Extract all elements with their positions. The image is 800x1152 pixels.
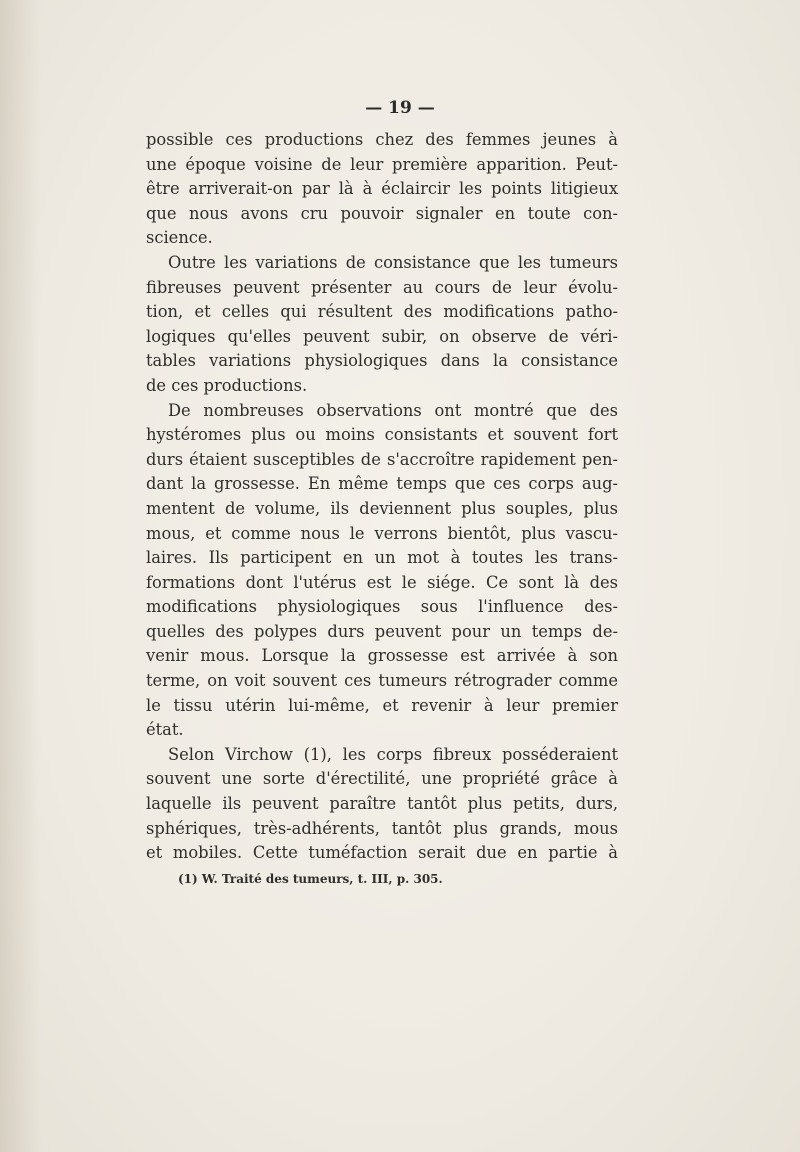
paragraph-start-line: Selon Virchow (1), les corps fibreux posséderaient — [168, 744, 618, 764]
text-line: que nous avons cru pouvoir signaler en toute con- — [146, 203, 618, 223]
text-line: durs étaient susceptibles de s'accroître rapidement pen- — [146, 449, 618, 469]
text-line: de ces productions. — [146, 375, 308, 395]
text-line: état. — [146, 720, 184, 740]
text-line: logiques qu'elles peuvent subir, on observe de véri- — [146, 326, 618, 346]
text-line: tables variations physiologiques dans la consistance — [146, 351, 618, 371]
text-line: venir mous. Lorsque la grossesse est arrivée à son — [146, 646, 618, 666]
paragraph-start-line: Outre les variations de consistance que les tumeurs — [168, 252, 618, 272]
footnote: (1) W. Traité des tumeurs, t. III, p. 305. — [178, 872, 443, 886]
text-line: formations dont l'utérus est le siége. Ce sont là des — [146, 572, 618, 592]
text-line: souvent une sorte d'érectilité, une propriété grâce à — [146, 769, 618, 789]
text-line: mentent de volume, ils deviennent plus souples, plus — [146, 498, 618, 518]
text-line: terme, on voit souvent ces tumeurs rétrograder comme — [146, 671, 618, 691]
text-line: sphériques, très-adhérents, tantôt plus grands, mous — [146, 818, 618, 838]
text-line: tion, et celles qui résultent des modifications patho- — [146, 302, 618, 322]
text-line: possible ces productions chez des femmes jeunes à — [146, 130, 618, 149]
text-line: laquelle ils peuvent paraître tantôt plus petits, durs, — [146, 794, 618, 814]
body-text — [146, 128, 618, 866]
page-number: — 19 — — [365, 98, 435, 118]
text-line: dant la grossesse. En même temps que ces corps aug- — [146, 474, 618, 494]
text-line: quelles des polypes durs peuvent pour un temps de- — [146, 621, 618, 641]
text-line: laires. Ils participent en un mot à toutes les trans- — [146, 548, 618, 568]
text-line: être arriverait-on par là à éclaircir les points litigieux — [146, 179, 618, 199]
text-line: fibreuses peuvent présenter au cours de leur évolu- — [146, 277, 618, 297]
text-line: hystéromes plus ou moins consistants et souvent fort — [146, 425, 618, 445]
text-line: une époque voisine de leur première apparition. Peut- — [146, 154, 618, 174]
text-line: science. — [146, 228, 213, 248]
text-line: le tissu utérin lui-même, et revenir à leur premier — [146, 695, 618, 715]
text-line: mous, et comme nous le verrons bientôt, plus vascu- — [146, 523, 618, 543]
text-line: modifications physiologiques sous l'influence des- — [146, 597, 618, 617]
text-line: et mobiles. Cette tuméfaction serait due en partie à — [146, 843, 618, 863]
paragraph-start-line: De nombreuses observations ont montré que des — [168, 400, 618, 420]
